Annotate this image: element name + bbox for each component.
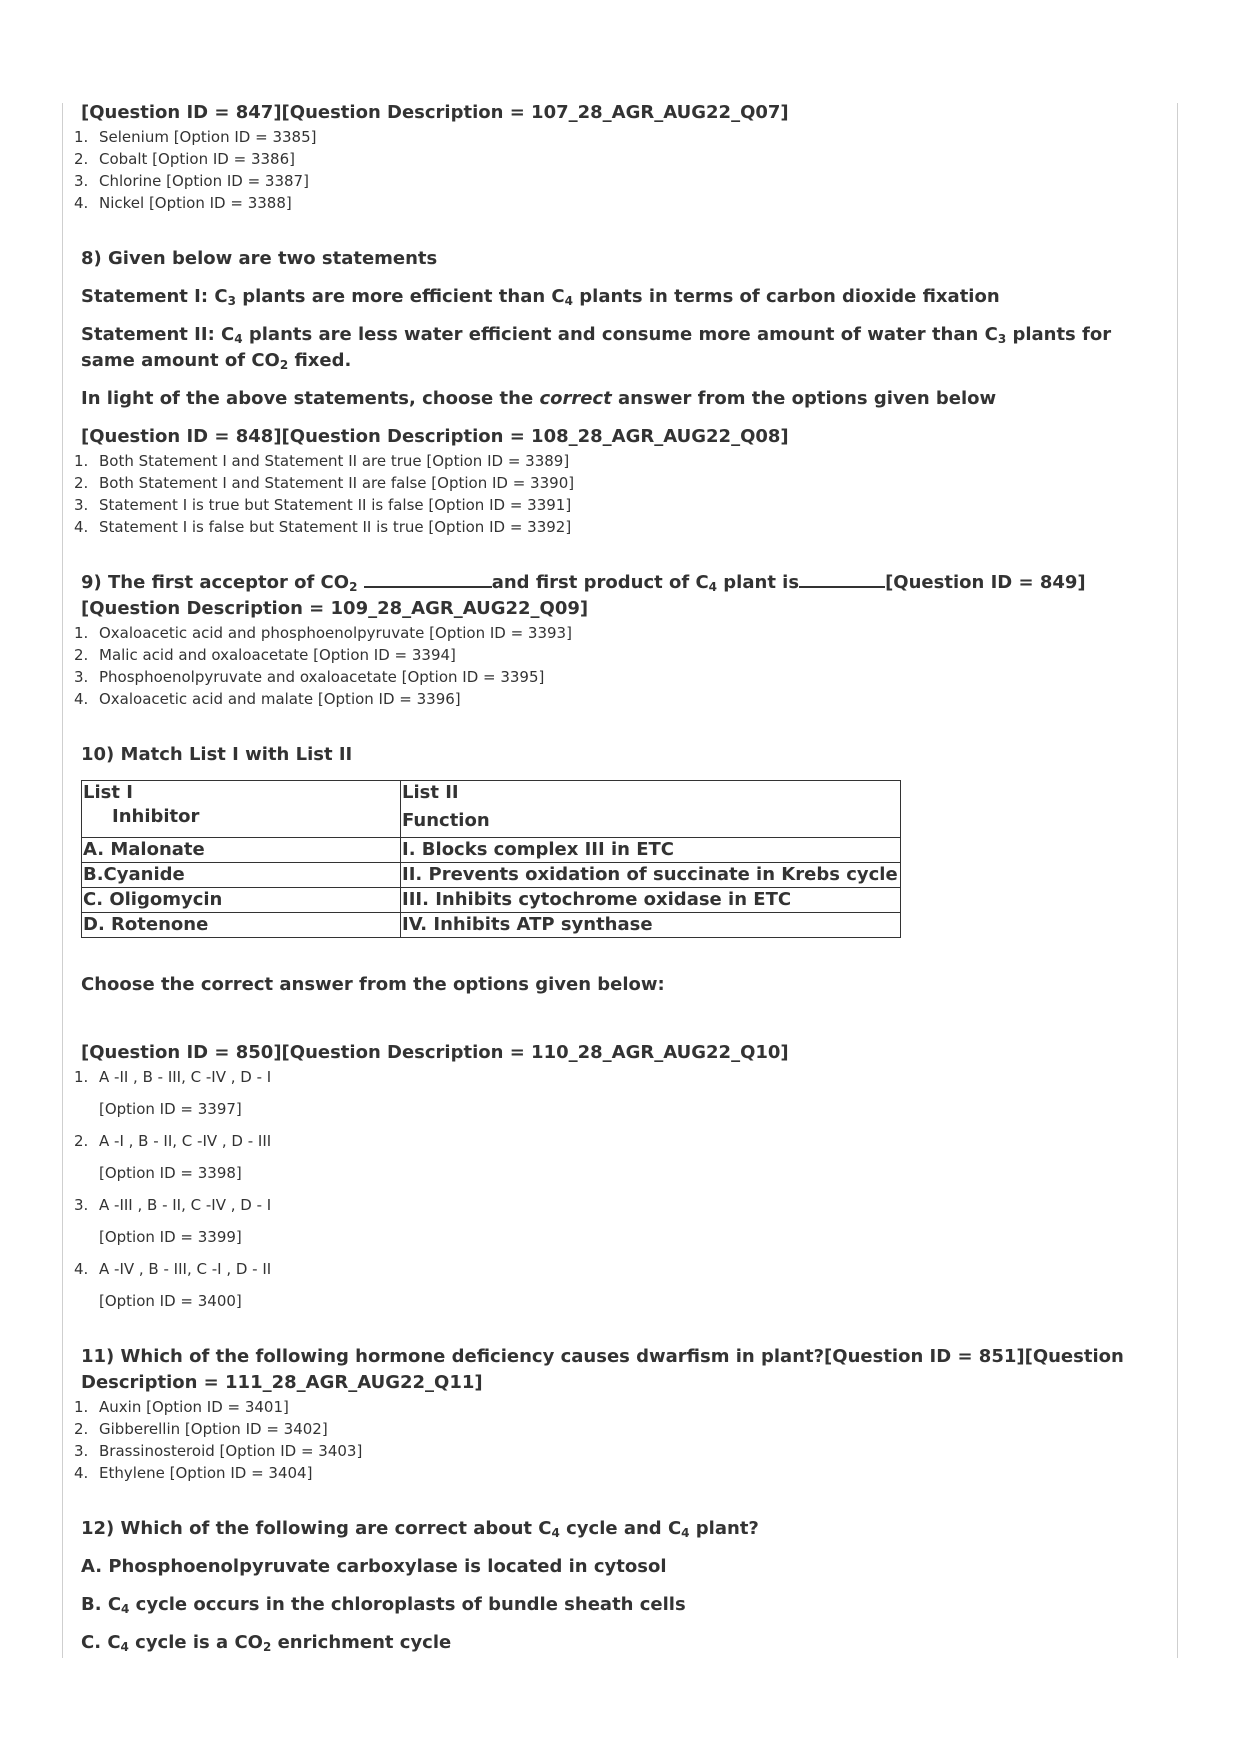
document-content (74, 100, 1154, 1668)
table-header-list-2: List II Function (401, 781, 901, 838)
match-table (81, 780, 901, 938)
table-row: C. Oligomycin III. Inhibits cytochrome oxidase in ETC (82, 888, 901, 913)
option: 4. Oxaloacetic acid and malate [Option ID = 3396] (74, 690, 461, 708)
question-11-options (74, 1396, 1154, 1484)
question-7-options (74, 126, 1154, 214)
question-8-heading: 8) Given below are two statements (81, 248, 438, 269)
right-margin-line (1177, 103, 1178, 1658)
statement-1: Statement I: $C_3$ plants are more efficient than $C_4$ plants in terms of carbon dioxide fixation (81, 286, 1000, 308)
question-7-meta: [Question ID = 847][Question Description = 107_28_AGR_AUG22_Q07] (81, 102, 789, 123)
question-9-heading: 9) The first acceptor of $CO_2$ and first product of $C_4$ plant is [Question ID = 849][Question Description = 109_28_AGR_AUG22_Q09] (81, 572, 1086, 619)
option: 3. A -III , B - II, C -IV , D - I [Option ID = 3399] (74, 1196, 272, 1246)
option: 1. Both Statement I and Statement II are true [Option ID = 3389] (74, 452, 570, 470)
question-10-options (74, 1066, 1154, 1312)
option: 2. Cobalt [Option ID = 3386] (74, 150, 295, 168)
option: 4. Ethylene [Option ID = 3404] (74, 1464, 313, 1482)
table-row: A. Malonate I. Blocks complex III in ETC (82, 838, 901, 863)
option: 4. Statement I is false but Statement II is true [Option ID = 3392] (74, 518, 572, 536)
option: 2. Gibberellin [Option ID = 3402] (74, 1420, 328, 1438)
choose-instruction: Choose the correct answer from the options given below: (81, 974, 665, 995)
option: 1. Selenium [Option ID = 3385] (74, 128, 317, 146)
option: 1. Oxaloacetic acid and phosphoenolpyruvate [Option ID = 3393] (74, 624, 572, 642)
statement-2: Statement II: $C_4$ plants are less water efficient and consume more amount of water than $C_3$ plants for same amount of $CO_2$ fixed. (81, 324, 1112, 372)
statement-a: A. Phosphoenolpyruvate carboxylase is located in cytosol (81, 1556, 667, 1577)
fill-blank-2 (799, 570, 885, 588)
option: 1. Auxin [Option ID = 3401] (74, 1398, 289, 1416)
option: 3. Phosphoenolpyruvate and oxaloacetate [Option ID = 3395] (74, 668, 545, 686)
option: 3. Brassinosteroid [Option ID = 3403] (74, 1442, 363, 1460)
question-10-heading: 10) Match List I with List II (81, 744, 353, 765)
option: 2. Both Statement I and Statement II are false [Option ID = 3390] (74, 474, 575, 492)
option: 3. Statement I is true but Statement II is false [Option ID = 3391] (74, 496, 572, 514)
left-margin-line (62, 103, 63, 1658)
question-9-options (74, 622, 1154, 710)
question-12-heading: 12) Which of the following are correct about $C_4$ cycle and $C_4$ plant? (81, 1518, 759, 1540)
statement-b: B. $C_4$ cycle occurs in the chloroplasts of bundle sheath cells (81, 1594, 686, 1616)
table-row: D. Rotenone IV. Inhibits ATP synthase (82, 913, 901, 938)
table-row: B.Cyanide II. Prevents oxidation of succinate in Krebs cycle (82, 863, 901, 888)
option: 2. Malic acid and oxaloacetate [Option ID = 3394] (74, 646, 456, 664)
question-8-meta: [Question ID = 848][Question Description = 108_28_AGR_AUG22_Q08] (81, 426, 789, 447)
fill-blank-1 (364, 570, 492, 588)
question-10-meta: [Question ID = 850][Question Description = 110_28_AGR_AUG22_Q10] (81, 1042, 789, 1063)
instruction-text: In light of the above statements, choose the correct answer from the options given below (81, 388, 997, 409)
table-header-list-1: List I Inhibitor (82, 781, 401, 838)
statement-c: C. $C_4$ cycle is a $CO_2$ enrichment cycle (81, 1632, 452, 1654)
option: 4. Nickel [Option ID = 3388] (74, 194, 292, 212)
question-8-options (74, 450, 1154, 538)
option: 4. A -IV , B - III, C -I , D - II [Option ID = 3400] (74, 1260, 272, 1310)
option: 1. A -II , B - III, C -IV , D - I [Option ID = 3397] (74, 1068, 272, 1118)
option: 2. A -I , B - II, C -IV , D - III [Option ID = 3398] (74, 1132, 272, 1182)
option: 3. Chlorine [Option ID = 3387] (74, 172, 309, 190)
question-11-heading: 11) Which of the following hormone deficiency causes dwarfism in plant?[Question ID = 851][Question Description = 111_28_AGR_AUG22_Q11] (81, 1346, 1124, 1393)
